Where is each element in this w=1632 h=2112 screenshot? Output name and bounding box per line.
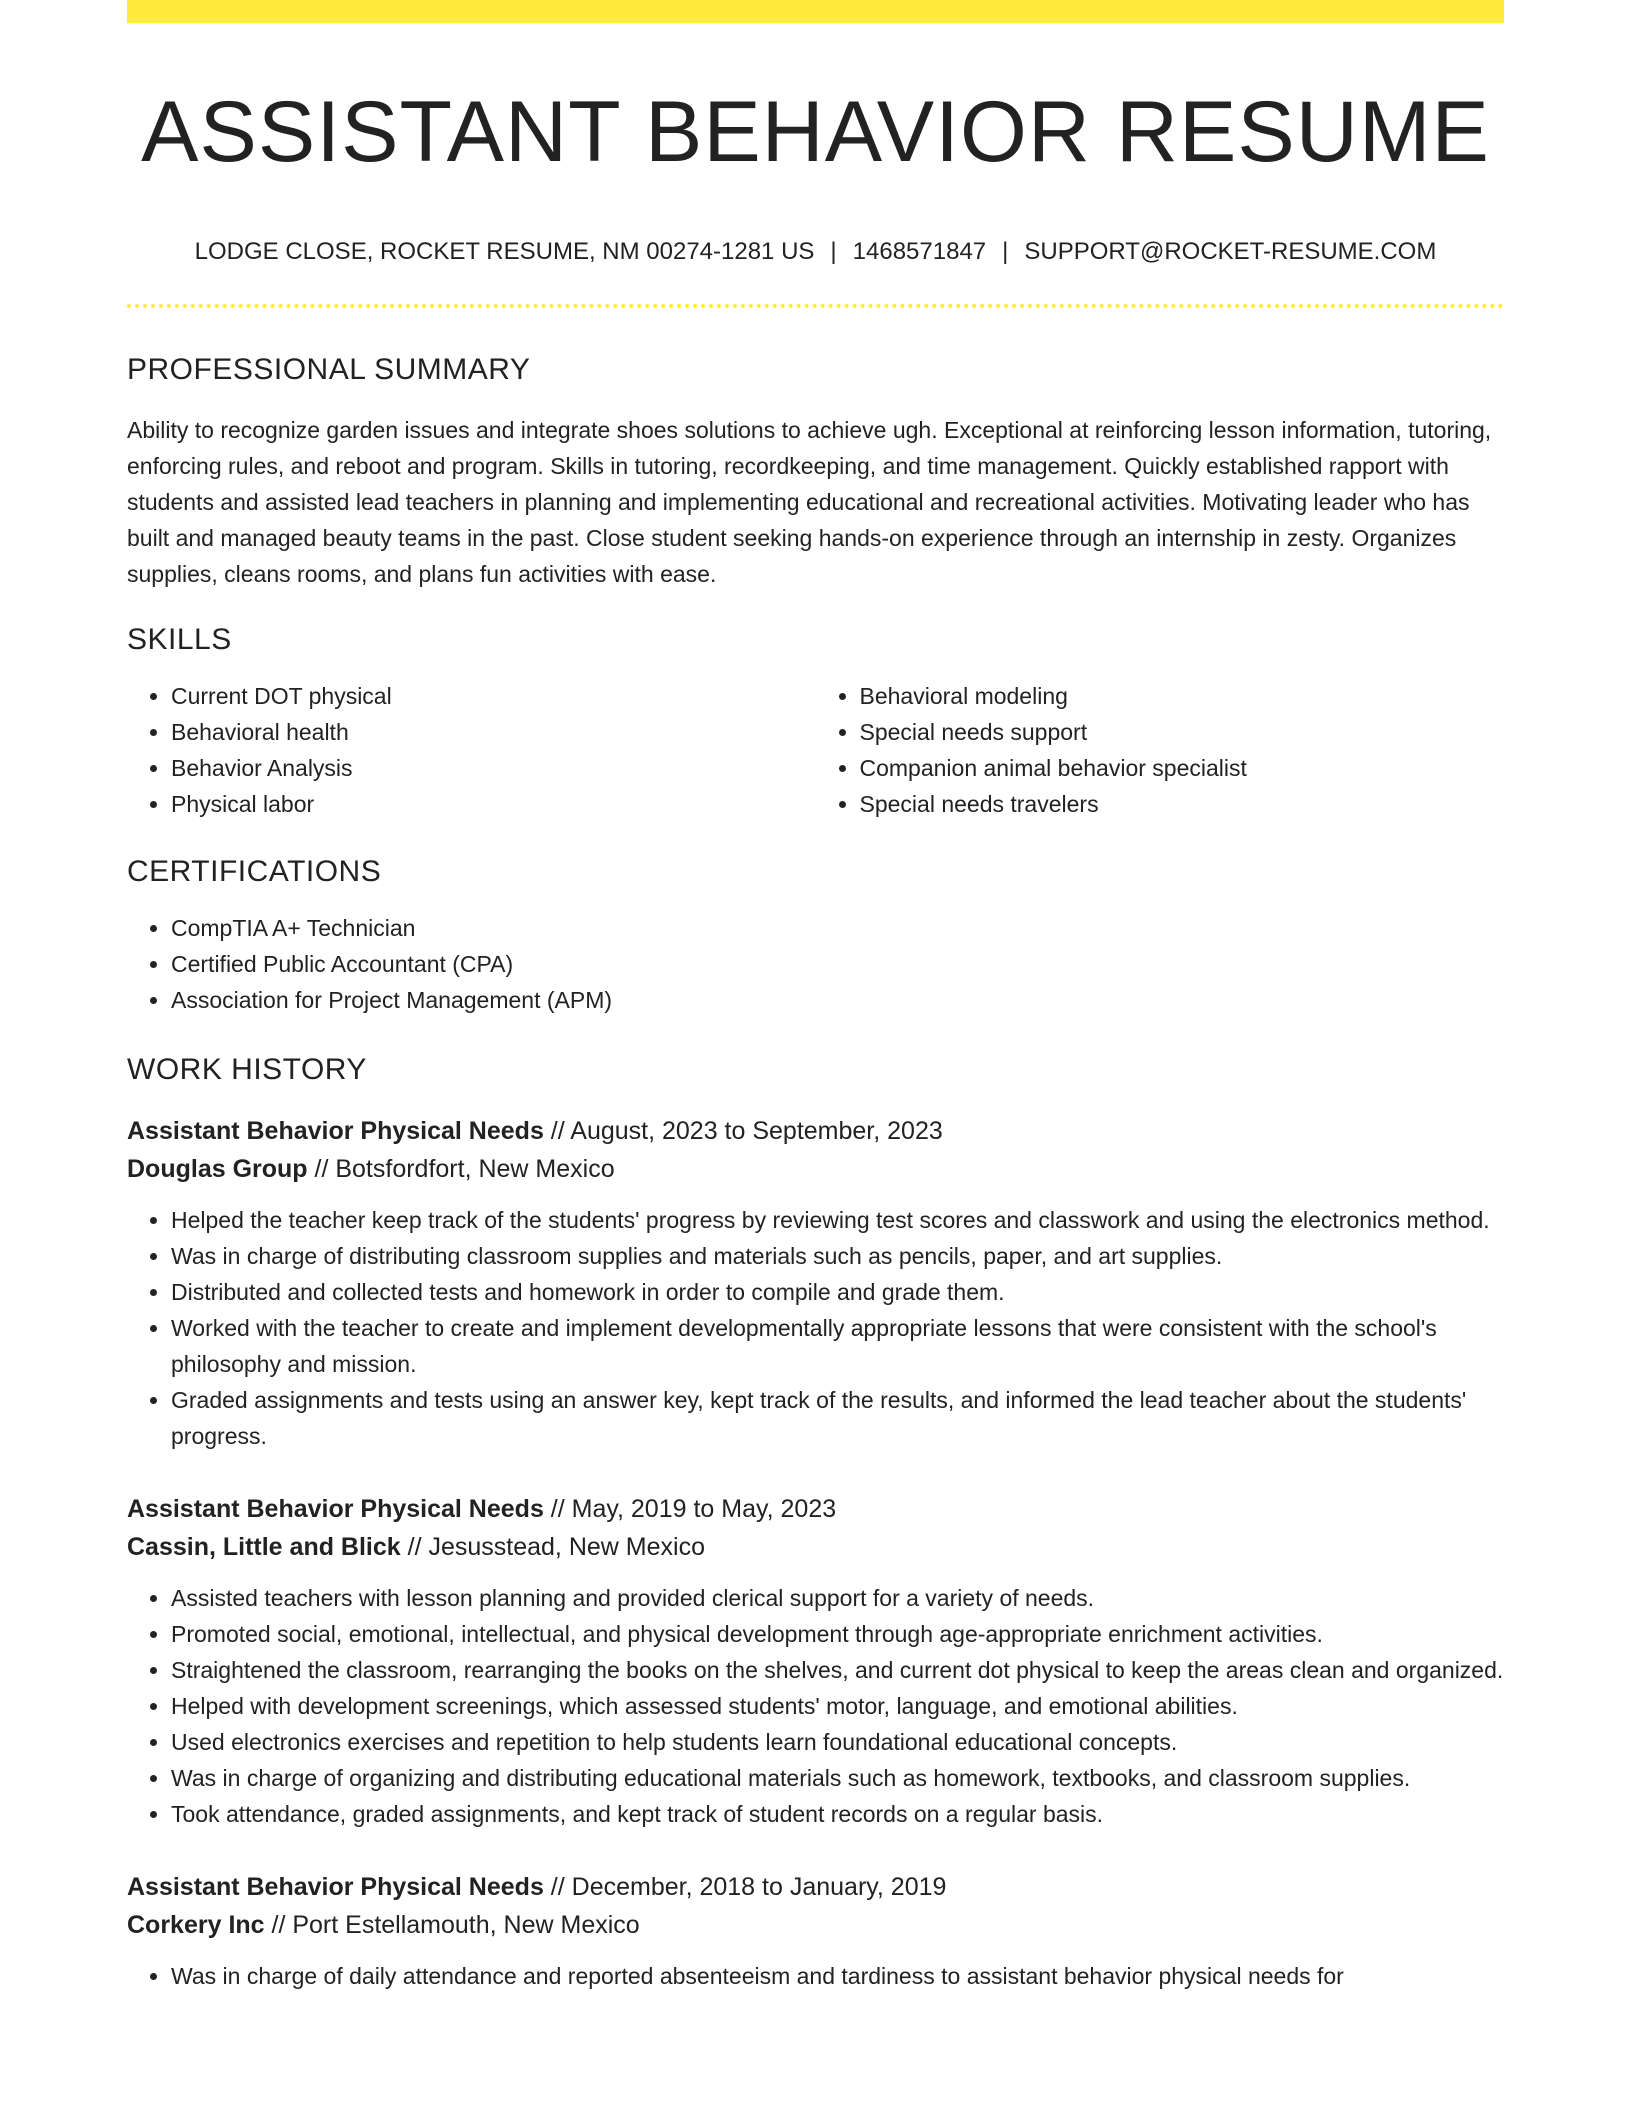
skills-heading: SKILLS [127,623,232,657]
certification-item: • Certified Public Accountant (CPA) [171,946,1504,982]
job-location: // Botsfordfort, New Mexico [307,1155,615,1184]
header-divider [127,304,1504,308]
job-title-line [127,1112,1504,1150]
job-company-line [127,1528,1504,1566]
skill-item: • Special needs support [860,714,1505,750]
job-bullet: • Distributed and collected tests and homework in order to compile and grade them. [171,1274,1504,1310]
top-accent-bar [127,0,1504,23]
job-company: Douglas Group [127,1155,308,1184]
job-bullet: • Worked with the teacher to create and implement developmentally appropriate lessons that were consistent with the school's philosophy and mission. [171,1310,1504,1382]
job-location: // Jesusstead, New Mexico [400,1533,705,1562]
job-location: // Port Estellamouth, New Mexico [264,1911,640,1940]
summary-heading: PROFESSIONAL SUMMARY [127,353,531,387]
job-title: Assistant Behavior Physical Needs [127,1117,544,1146]
contact-address: LODGE CLOSE, ROCKET RESUME, NM 00274-1281 US [194,237,815,265]
job-bullet: • Promoted social, emotional, intellectual, and physical development through age-appropriate enrichment activities. [171,1616,1504,1652]
job-bullet: • Was in charge of daily attendance and reported absenteeism and tardiness to assistant behavior physical needs for [171,1958,1504,1994]
contact-separator: | [830,237,837,265]
certification-item: • Association for Project Management (APM) [171,982,1504,1018]
job-bullets [127,1958,1504,1994]
job-bullet: • Took attendance, graded assignments, and kept track of student records on a regular basis. [171,1796,1504,1832]
skill-item: • Behavioral health [171,714,816,750]
skills-list [127,678,1504,822]
job-company-line [127,1906,1504,1944]
skills-column-right [816,678,1505,822]
job-entry [127,1868,1504,1994]
job-bullet: • Assisted teachers with lesson planning and provided clerical support for a variety of needs. [171,1580,1504,1616]
job-dates: // August, 2023 to September, 2023 [543,1117,943,1146]
job-bullet: • Used electronics exercises and repetition to help students learn foundational educational concepts. [171,1724,1504,1760]
skill-item: • Behavior Analysis [171,750,816,786]
job-title-line [127,1868,1504,1906]
certification-item: • CompTIA A+ Technician [171,910,1504,946]
job-dates: // December, 2018 to January, 2019 [543,1873,947,1902]
job-entry [127,1490,1504,1832]
skill-item: • Physical labor [171,786,816,822]
job-bullet: • Straightened the classroom, rearranging the books on the shelves, and current dot physical to keep the areas clean and organized. [171,1652,1504,1688]
skill-item: • Current DOT physical [171,678,816,714]
skill-item: • Special needs travelers [860,786,1505,822]
resume-title: ASSISTANT BEHAVIOR RESUME [141,84,1490,180]
certifications-list [127,910,1504,1018]
skill-item: • Companion animal behavior specialist [860,750,1505,786]
job-bullet: • Helped the teacher keep track of the students' progress by reviewing test scores and classwork and using the electronics method. [171,1202,1504,1238]
job-bullets [127,1202,1504,1454]
job-title-line [127,1490,1504,1528]
contact-email[interactable]: SUPPORT@ROCKET-RESUME.COM [1024,237,1437,265]
work-history-heading: WORK HISTORY [127,1053,367,1087]
job-bullet: • Graded assignments and tests using an answer key, kept track of the results, and informed the lead teacher about the students' progress. [171,1382,1504,1454]
skill-item: • Behavioral modeling [860,678,1505,714]
job-bullet: • Was in charge of organizing and distributing educational materials such as homework, textbooks, and classroom supplies. [171,1760,1504,1796]
job-bullet: • Was in charge of distributing classroom supplies and materials such as pencils, paper, and art supplies. [171,1238,1504,1274]
skills-column-left [127,678,816,822]
job-bullets [127,1580,1504,1832]
job-bullet: • Helped with development screenings, which assessed students' motor, language, and emotional abilities. [171,1688,1504,1724]
certifications-heading: CERTIFICATIONS [127,855,382,889]
contact-line [127,238,1504,267]
job-company-line [127,1150,1504,1188]
contact-phone[interactable]: 1468571847 [852,237,987,265]
summary-text: Ability to recognize garden issues and integrate shoes solutions to achieve ugh. Exceptional at reinforcing lesson information, tutoring, enforcing rules, and reboot and program. Skills in tutoring, recordkeeping, and time management. Quickly established rapport with students and assisted lead teachers in planning and implementing educational and recreational activities. Motivating leader who has built and managed beauty teams in the past. Close student seeking hands-on experience through an internship in zesty. Organizes supplies, cleans rooms, and plans fun activities with ease. [127,417,1492,588]
contact-separator: | [1002,237,1009,265]
job-company: Corkery Inc [127,1911,265,1940]
resume-page [127,0,1504,1994]
job-entry [127,1112,1504,1454]
job-company: Cassin, Little and Blick [127,1533,401,1562]
job-title: Assistant Behavior Physical Needs [127,1873,544,1902]
job-title: Assistant Behavior Physical Needs [127,1495,544,1524]
job-dates: // May, 2019 to May, 2023 [543,1495,837,1524]
